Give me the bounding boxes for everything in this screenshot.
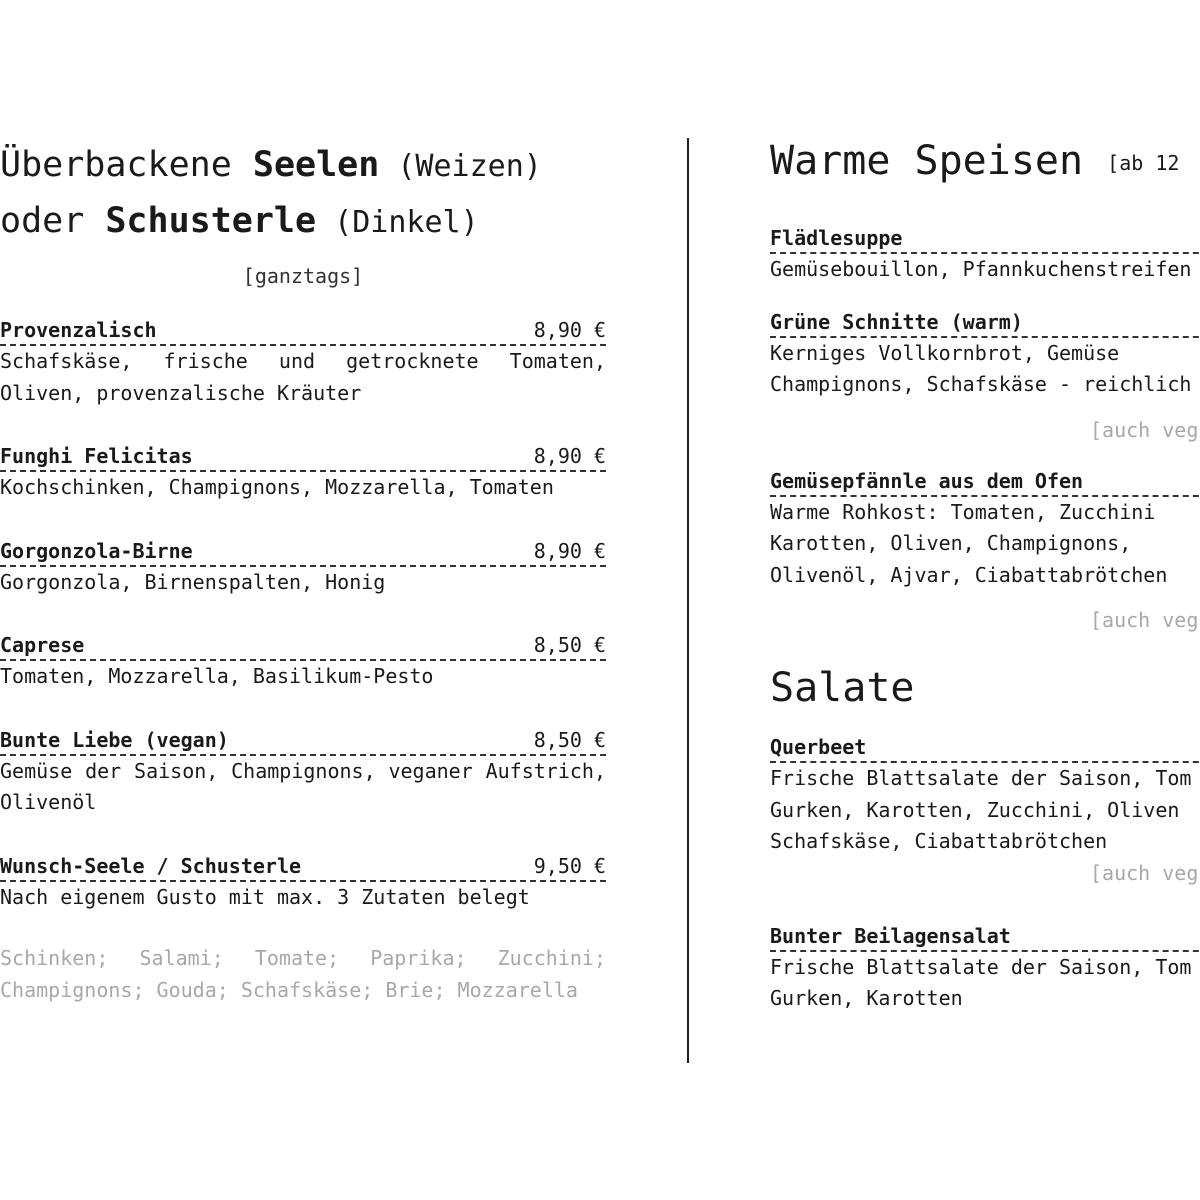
menu-item-description: Gemüsebouillon, Pfannkuchenstreifen (770, 257, 1192, 281)
menu-item-description: Kochschinken, Champignons, Mozzarella, Tomaten (0, 475, 554, 499)
menu-item-description: Nach eigenem Gusto mit max. 3 Zutaten belegt (0, 884, 530, 909)
menu-item-name: Caprese (0, 633, 85, 657)
menu-item-description: Karotten, Oliven, Champignons, (770, 531, 1132, 555)
menu-item-header (0, 442, 606, 472)
menu-title-line-1 (0, 138, 606, 194)
menu-item (770, 467, 1200, 636)
right-menu-column (770, 138, 1200, 1015)
menu-item-price: 9,50 € (533, 853, 606, 878)
section-title-salate: Salate (770, 665, 915, 711)
menu-item-price: 8,50 € (533, 727, 606, 752)
menu-item-name: Gorgonzola-Birne (0, 538, 193, 563)
menu-item (770, 224, 1200, 286)
vegan-note: [auch veg (1090, 860, 1199, 885)
menu-item-header (0, 726, 606, 756)
menu-item-name: Gemüsepfännle aus dem Ofen (770, 467, 1200, 497)
menu-item-description: Frische Blattsalate der Saison, Tom (770, 766, 1192, 790)
seelen-list (0, 316, 606, 913)
warm-title-text: Warme Speisen (770, 138, 1084, 184)
menu-item-header (0, 631, 606, 661)
menu-item-name: Querbeet (770, 733, 1200, 763)
menu-item-description: Champignons, Schafskäse - reichlich (770, 372, 1192, 396)
title-text-1b: e (210, 145, 253, 185)
menu-item-description: Gorgonzola, Birnenspalten, Honig (0, 569, 386, 594)
menu-item (0, 726, 606, 819)
menu-item-name: Wunsch-Seele / Schusterle (0, 853, 302, 878)
menu-item-header (0, 537, 606, 567)
menu-title-line-2 (0, 194, 606, 250)
title-text-2a: oder (0, 201, 106, 241)
menu-item-description: Tomaten, Mozzarella, Basilikum-Pesto (0, 664, 434, 688)
menu-item-header (0, 852, 606, 882)
menu-item-description: Gurken, Karotten (770, 986, 963, 1010)
title-seelen: Seelen (252, 145, 380, 185)
menu-item-description: Schafskäse, frische und getrocknete Tomaten, Oliven, provenzalische Kräuter (0, 349, 606, 405)
menu-item (770, 308, 1200, 445)
menu-item (0, 316, 606, 409)
menu-item (0, 852, 606, 914)
menu-item-description: Schafskäse, Ciabattabrötchen (770, 829, 1108, 853)
vegan-note: [auch veg (1090, 417, 1199, 442)
menu-item-description: Warme Rohkost: Tomaten, Zucchini (770, 499, 1156, 524)
menu-item-price: 8,50 € (533, 633, 606, 657)
menu-item-description: Kerniges Vollkornbrot, Gemüse (770, 340, 1120, 365)
menu-item (770, 733, 1200, 888)
menu-item (0, 537, 606, 599)
left-menu-column (0, 138, 606, 1006)
availability-note: [ganztags] (242, 264, 364, 288)
menu-item-price: 8,90 € (533, 538, 606, 563)
topping-options: Schinken; Salami; Tomate; Paprika; Zucchini; Champignons; Gouda; Schafskäse; Brie; Mozzarella (0, 946, 606, 1002)
title-dinkel: (Dinkel) (316, 205, 479, 240)
menu-item-name: Funghi Felicitas (0, 444, 193, 468)
title-text-1a: Überbacken (0, 145, 211, 185)
menu-item-description: Olivenöl, Ajvar, Ciabattabrötchen (770, 562, 1168, 587)
menu-item (0, 631, 606, 693)
menu-item-name: Grüne Schnitte (warm) (770, 308, 1200, 338)
menu-item-name: Bunter Beilagensalat (770, 922, 1200, 952)
menu-item-price: 8,90 € (533, 318, 606, 342)
section-title-warm (770, 138, 1200, 186)
menu-item-header (0, 316, 606, 346)
title-weizen: (Weizen) (379, 149, 542, 184)
menu-item-description: Gurken, Karotten, Zucchini, Oliven (770, 797, 1180, 822)
menu-item-price: 8,90 € (533, 444, 606, 468)
menu-item-name: Flädlesuppe (770, 224, 1200, 254)
menu-item (0, 442, 606, 504)
menu-item-description: Gemüse der Saison, Champignons, veganer Aufstrich, Olivenöl (0, 758, 606, 814)
warm-time-note: [ab 12 (1107, 151, 1180, 175)
menu-item (770, 922, 1200, 1015)
menu-item-name: Bunte Liebe (vegan) (0, 727, 229, 752)
menu-item-name: Provenzalisch (0, 318, 157, 342)
column-divider (687, 138, 689, 1063)
menu-item-description: Frische Blattsalate der Saison, Tom (770, 954, 1192, 979)
title-schusterle: Schusterle (105, 201, 317, 241)
vegan-note: [auch veg (1090, 608, 1199, 632)
